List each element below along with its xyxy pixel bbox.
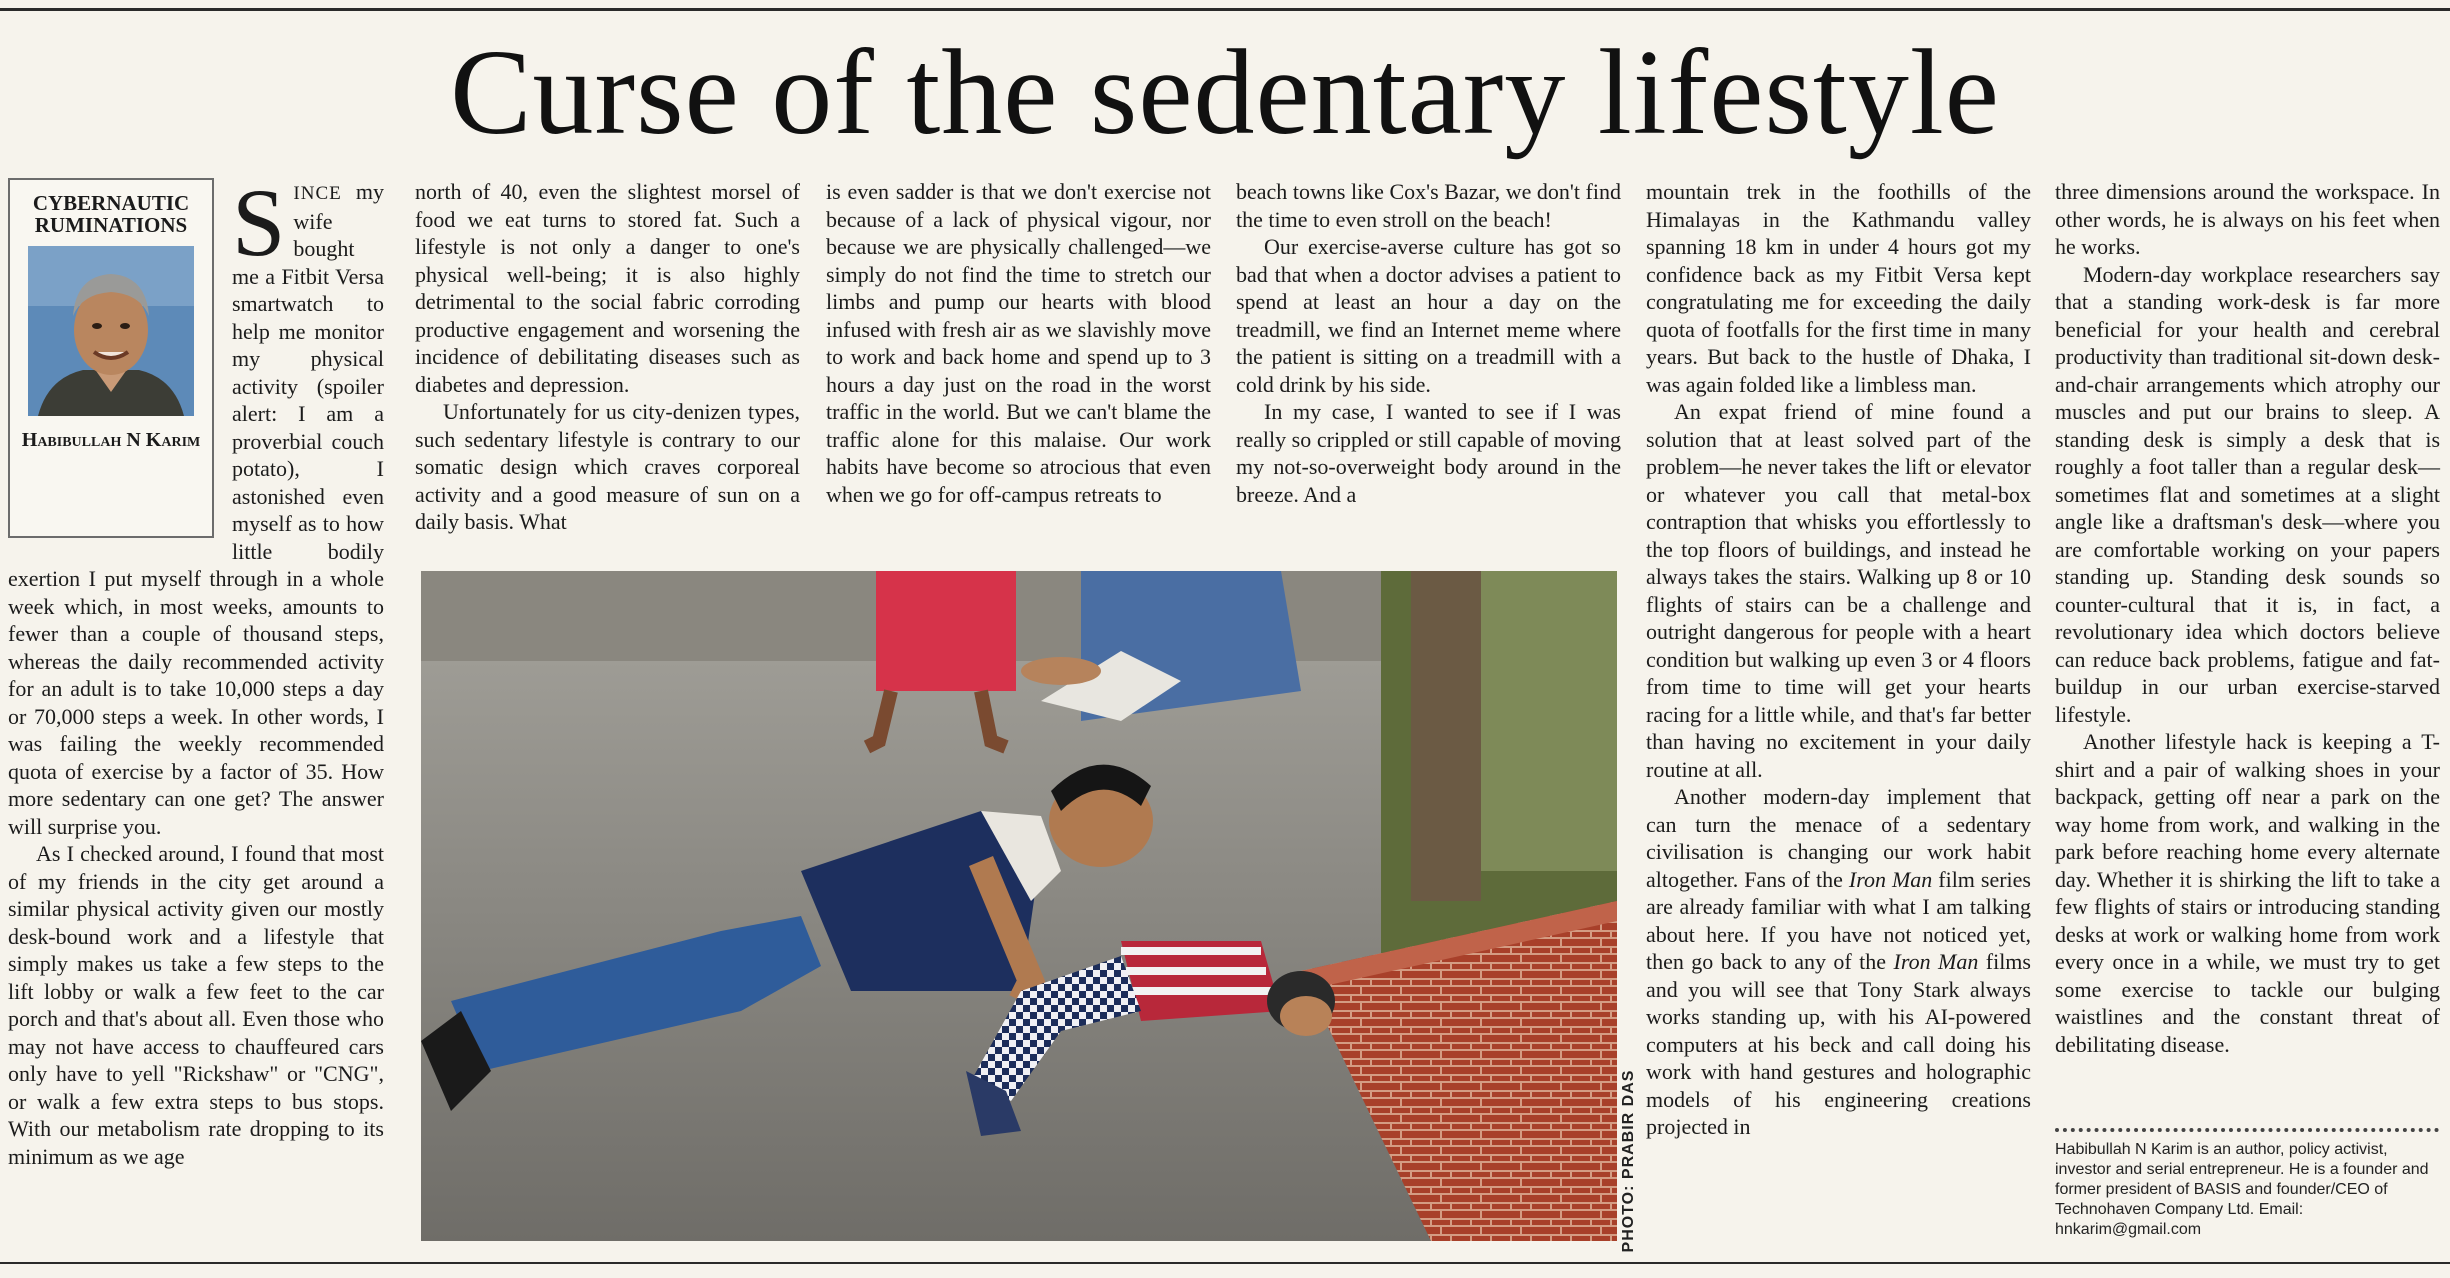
paragraph: beach towns like Cox's Bazar, we don't find the time to even stroll on the beach! [1236,179,1621,232]
dropcap: S [232,169,286,276]
column-box-title: CYBERNAUTIC RUMINATIONS [32,191,190,237]
paragraph: Our exercise-averse culture has got so bad that when a doctor advises a patient to spend at least an hour a day on the treadmill, we find an Internet meme where the patient is sitting on a treadmill with a cold drink by his side. [1236,234,1621,397]
column-6 [2055,178,2440,1058]
paragraph: An expat friend of mine found a solution that at least solved part of the problem—he never takes the lift or elevator or whatever you call that metal-box contraption that whisks you effortlessly to the top floors of buildings, and instead he always takes the stairs. Walking up 8 or 10 flights of stairs can be a challenge and outright dangerous for people with a heart condition but walking up even 3 or 4 floors from time to time will get your hearts racing for a little while, and that's far better than having no excitement in your daily routine at all. [1646,399,2031,782]
photo-credit: PHOTO: PRABIR DAS [1620,1069,1637,1253]
column-1 [8,169,384,1170]
paragraph: north of 40, even the slightest morsel of food we eat turns to stored fat. Such a lifestyle is not only a danger to one's physical well-being; it is also highly detrimental to the social fabric corroding productive engagement and worsening the incidence of debilitating diseases such as diabetes and depression. [415,179,800,397]
paragraph: Another modern-day implement that can turn the menace of a sedentary civilisation is changing our work habit altogether. Fans of the Iron Man film series are already familiar with what I am talking about here. If you have not noticed yet, then go back to any of the Iron Man films and you will see that Tony Stark always works standing up, with his AI-powered computers at his beck and call doing his work with hand gestures and holographic models of his engineering creations projected in [1646,784,2031,1139]
bottom-rule [0,1262,2450,1264]
column-box [8,178,214,538]
paragraph: three dimensions around the workspace. In other words, he is always on his feet when he works. [2055,179,2440,259]
dotted-divider [2055,1128,2439,1132]
headline: Curse of the sedentary lifestyle [450,25,2000,160]
author-portrait [28,246,194,416]
paragraph: As I checked around, I found that most of my friends in the city get around a similar physical activity given our mostly desk-bound work and a lifestyle that simply makes us take a few steps to the lift lobby or walk a few feet to the car porch and that's about all. Even those who may not have access to chauffeured cars only have to yell "Rickshaw" or "CNG", or walk a few extra steps to bus stops. With our metabolism rate dropping to its minimum as we age [8,841,384,1169]
paragraph: Unfortunately for us city-denizen types, such sedentary lifestyle is contrary to our somatic design which craves corporeal activity and a good measure of sun on a daily basis. What [415,399,800,534]
article-photo [421,571,1617,1241]
paragraph: Modern-day workplace researchers say that a standing work-desk is far more beneficial for your health and cerebral productivity than traditional sit-down desk-and-chair arrangements which atrophy our muscles and put our brains to sleep. A standing desk is simply a desk that is roughly a foot taller than a regular desk—sometimes flat and sometimes at a slight angle like a draftsman's desk—where you are comfortable working on your papers standing up. Standing desk sounds so counter-cultural that it is, in fact, a revolutionary idea which doctors believe can reduce back problems, fatigue and fat-buildup in our urban exercise-starved lifestyle. [2055,261,2440,727]
top-rule [0,8,2450,11]
column-4 [1236,178,1621,508]
paragraph: SINCE my wife bought me a Fitbit Versa smartwatch to help me monitor my physical activity (spoiler alert: I am a proverbial couch potato), I astonished even myself as to how little bodily exertion I put myself through in a whole week which, in most weeks, amounts to fewer than a couple of thousand steps, whereas the daily recommended activity for an adult is to take 10,000 steps a day or 70,000 steps a week. In other words, I was failing the weekly recommended quota of exercise by a factor of 35. How more sedentary can one get? The answer will surprise you. [8,169,384,839]
paragraph: In my case, I wanted to see if I was really so crippled or still capable of moving my not-so-overweight body around in the breeze. And a [1236,399,1621,507]
column-3 [826,178,1211,508]
paragraph: is even sadder is that we don't exercise not because of a lack of physical vigour, nor because we are physically challenged—we simply do not find the time to stretch our limbs and pump our hearts with blood infused with fresh air as we slavishly move to work and back home and spend up to 3 hours a day just on the road in the worst traffic in the world. But we can't blame the traffic alone for this malaise. Our work habits have become so atrocious that even when we go for off-campus retreats to [826,179,1211,507]
author-tagline: Habibullah N Karim is an author, policy activist, investor and serial entrepreneur. He is a founder and former president of BASIS and founder/CEO of Technohaven Company Ltd. Email: hnkarim@gmail.com [2055,1141,2429,1238]
column-5 [1646,178,2031,1141]
paragraph: mountain trek in the foothills of the Himalayas in the Kathmandu valley spanning 18 km in under 4 hours got my confidence back as my Fitbit Versa kept congratulating me for exceeding the daily quota of footfalls for the first time in many years. But back to the hustle of Dhaka, I was again folded like a limbless man. [1646,179,2031,397]
column-box-author: Habibullah N Karim [21,429,201,451]
paragraph: Another lifestyle hack is keeping a T-shirt and a pair of walking shoes in your backpack, getting off near a park on the way home from work, and walking in the park before reaching home every alternate day. Whether it is shirking the lift to take a few flights of stairs or introducing standing desks at work or walking home from work every once in a while, we must try to get some exercise to tackle our bulging waistlines and the constant threat of debilitating disease. [2055,729,2440,1057]
column-2 [415,178,800,536]
